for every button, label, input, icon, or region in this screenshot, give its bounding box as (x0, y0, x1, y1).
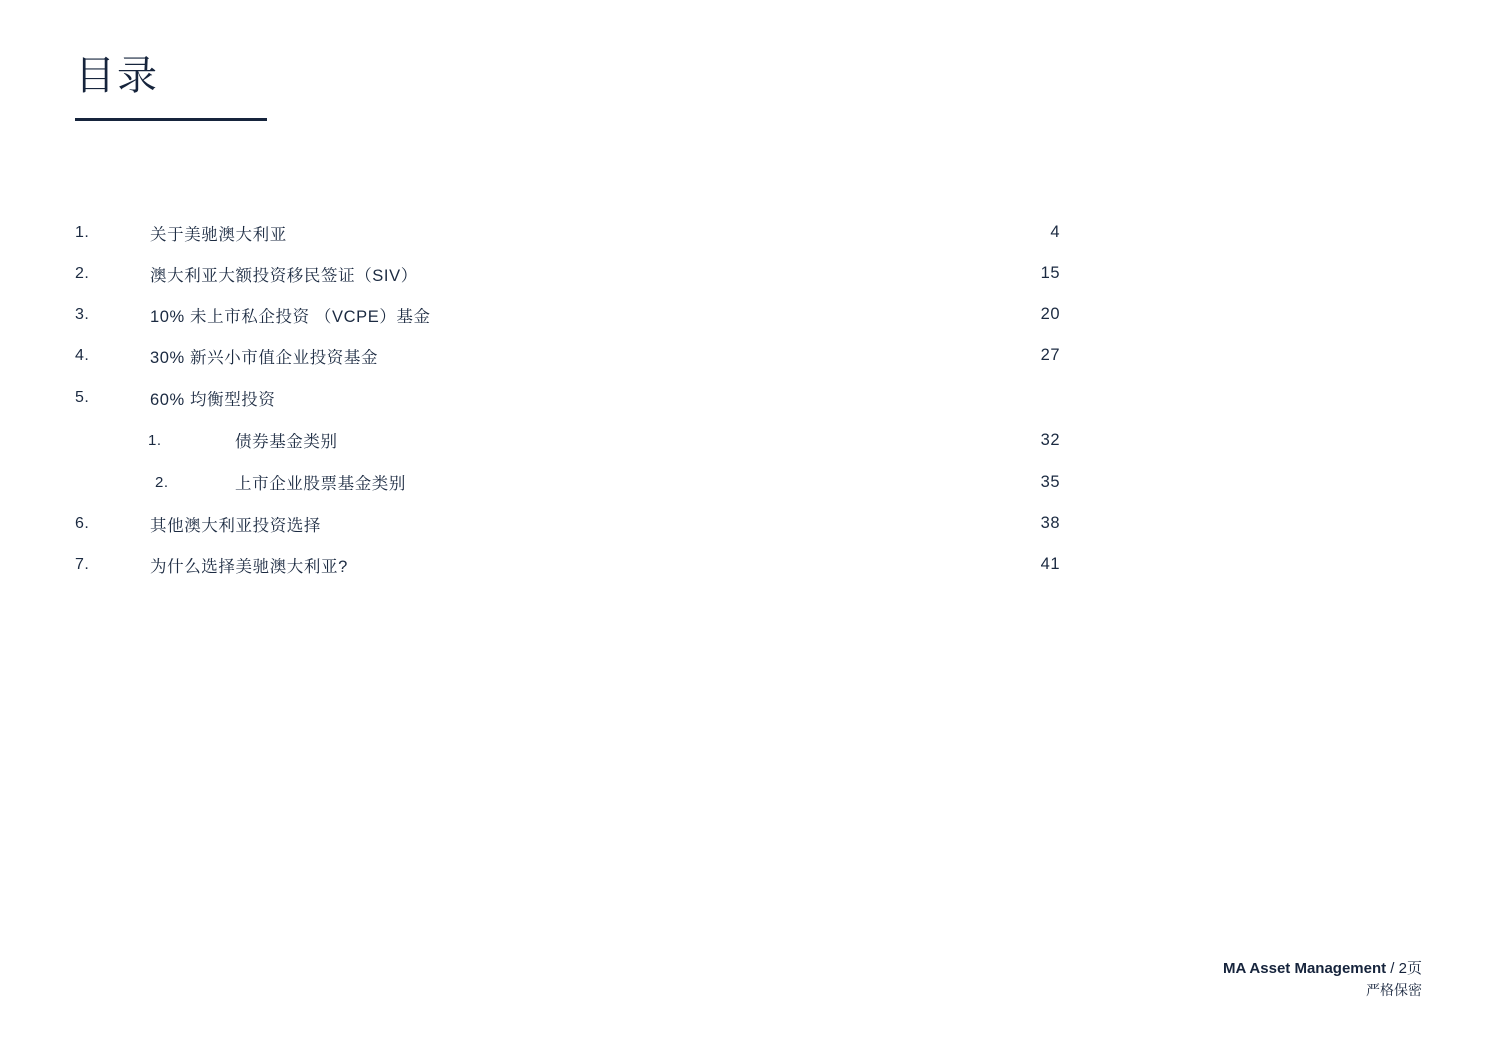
toc-subentry[interactable] (0, 419, 1500, 461)
toc-subentry-page: 35 (1040, 472, 1060, 491)
slide-footer (1223, 958, 1422, 1000)
toc-subentry[interactable] (0, 461, 1500, 503)
toc-entry[interactable] (0, 294, 1500, 335)
toc-subentry-number: 1. (148, 431, 162, 449)
toc-entry-page: 4 (1050, 223, 1060, 241)
toc-entry-number: 5. (75, 388, 90, 406)
toc-subentry-label: 上市企业股票基金类别 (235, 475, 406, 493)
footer-page-label: / 2页 (1386, 959, 1422, 977)
toc-entry-page: 15 (1040, 264, 1060, 282)
toc-entry-page: 38 (1040, 514, 1060, 532)
toc-entry[interactable] (0, 335, 1500, 376)
toc-entry[interactable] (0, 253, 1500, 294)
toc-entry-page: 41 (1040, 555, 1060, 573)
toc-entry-label: 60% 均衡型投资 (150, 390, 276, 409)
toc-entry[interactable] (0, 212, 1500, 253)
toc-entry[interactable] (0, 544, 1500, 585)
footer-confidential: 严格保密 (1366, 981, 1422, 998)
toc-entry-page: 20 (1040, 305, 1060, 323)
toc-subentry-number: 2. (155, 473, 169, 491)
toc-entry-number: 3. (75, 305, 90, 323)
toc-entry-label: 其他澳大利亚投资选择 (150, 516, 321, 535)
title-underline-rule (75, 118, 267, 121)
toc-entry[interactable] (0, 376, 1500, 419)
toc-entry-label: 10% 未上市私企投资 （VCPE）基金 (150, 307, 431, 326)
page-title: 目录 (75, 54, 159, 98)
toc-entry-label: 澳大利亚大额投资移民签证（SIV） (150, 266, 418, 285)
toc-entry-number: 6. (75, 514, 90, 532)
toc-entry-label: 为什么选择美驰澳大利亚? (150, 557, 348, 576)
toc-subentry-page: 32 (1040, 430, 1060, 449)
toc-entry-label: 关于美驰澳大利亚 (150, 225, 287, 244)
toc-entry-page: 27 (1040, 346, 1060, 364)
toc-entry-number: 4. (75, 346, 90, 364)
toc-entry-number: 7. (75, 555, 90, 573)
footer-brand-line (1223, 958, 1422, 980)
footer-brand: MA Asset Management (1223, 959, 1387, 977)
toc-subentry-label: 债券基金类别 (235, 433, 338, 451)
table-of-contents (0, 212, 1500, 585)
toc-entry[interactable] (0, 503, 1500, 544)
toc-entry-label: 30% 新兴小市值企业投资基金 (150, 348, 379, 367)
toc-entry-number: 2. (75, 264, 90, 282)
toc-entry-number: 1. (75, 223, 90, 241)
